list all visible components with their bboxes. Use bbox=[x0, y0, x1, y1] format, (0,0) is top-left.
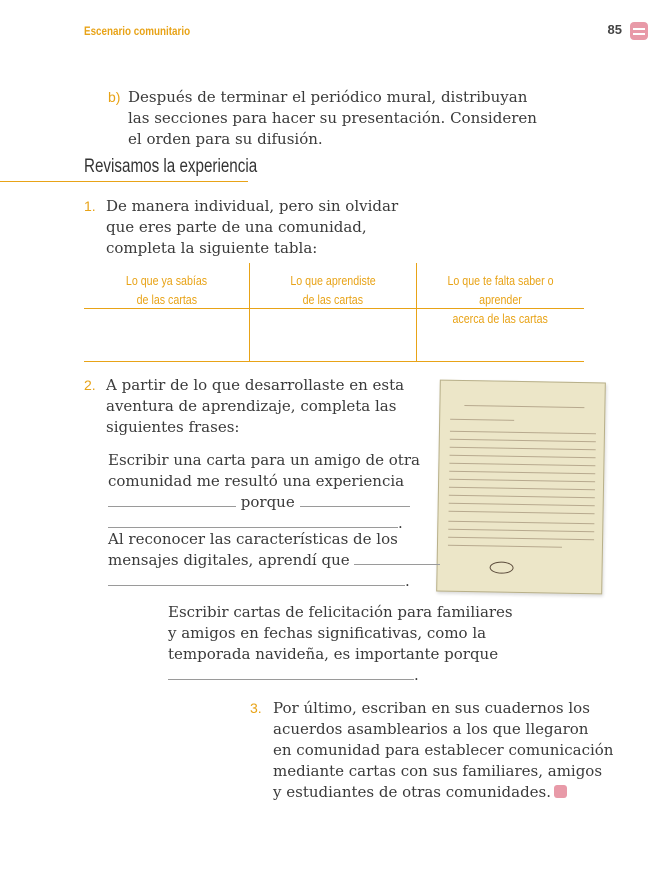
item-1-label: 1. bbox=[84, 198, 96, 214]
answer-blank[interactable] bbox=[108, 513, 398, 528]
answer-blank[interactable] bbox=[354, 550, 440, 565]
table-header-known: Lo que ya sabías de las cartas bbox=[125, 273, 208, 307]
sentence-2: Al reconocer las características de los mensajes digitales, aprendí que . bbox=[108, 529, 440, 592]
item-b-label: b) bbox=[108, 89, 121, 105]
running-head: Escenario comunitario bbox=[84, 24, 191, 38]
answer-blank[interactable] bbox=[108, 492, 236, 507]
item-3-label: 3. bbox=[250, 700, 262, 716]
table-cell-known[interactable] bbox=[84, 309, 249, 360]
signature-mark bbox=[489, 561, 513, 573]
item-3-text: Por último, escriban en sus cuadernos los acuerdos asamblearios a los que llegaron en comunidad para establecer comunicación mediante cartas con sus familiares, amigos y estudiantes de otras comunidades. bbox=[273, 699, 614, 801]
table-header-learned: Lo que aprendiste de las cartas bbox=[290, 273, 376, 307]
flower-icon bbox=[554, 785, 567, 798]
flower-icon bbox=[630, 22, 648, 40]
section-title: Revisamos la experiencia bbox=[84, 156, 258, 177]
answer-blank[interactable] bbox=[108, 571, 405, 586]
answer-blank[interactable] bbox=[300, 492, 410, 507]
item-1-text: De manera individual, pero sin olvidar que eres parte de una comunidad, completa la siguiente tabla: bbox=[106, 197, 399, 257]
table-header-to-learn: Lo que te falta saber o aprender acerca de las cartas bbox=[447, 273, 554, 326]
reflection-table bbox=[84, 263, 584, 362]
handwritten-letter-photo bbox=[436, 380, 606, 595]
item-b-text: Después de terminar el periódico mural, distribuyan las secciones para hacer su presentación. Consideren el orden para su difusión. bbox=[128, 88, 537, 148]
table-cell-to-learn[interactable] bbox=[417, 309, 584, 360]
section-title-rule bbox=[0, 181, 248, 182]
answer-blank[interactable] bbox=[168, 665, 414, 680]
table-cell-learned[interactable] bbox=[250, 309, 416, 360]
sentence-3: Escribir cartas de felicitación para familiares y amigos en fechas significativas, como la temporada navideña, es importante porque . bbox=[168, 603, 513, 684]
item-2-text: A partir de lo que desarrollaste en esta aventura de aprendizaje, completa las siguientes frases: bbox=[106, 376, 405, 436]
item-2-label: 2. bbox=[84, 377, 96, 393]
sentence-1: Escribir una carta para un amigo de otra comunidad me resultó una experiencia porque . bbox=[108, 451, 420, 532]
page-number: 85 bbox=[607, 22, 622, 37]
